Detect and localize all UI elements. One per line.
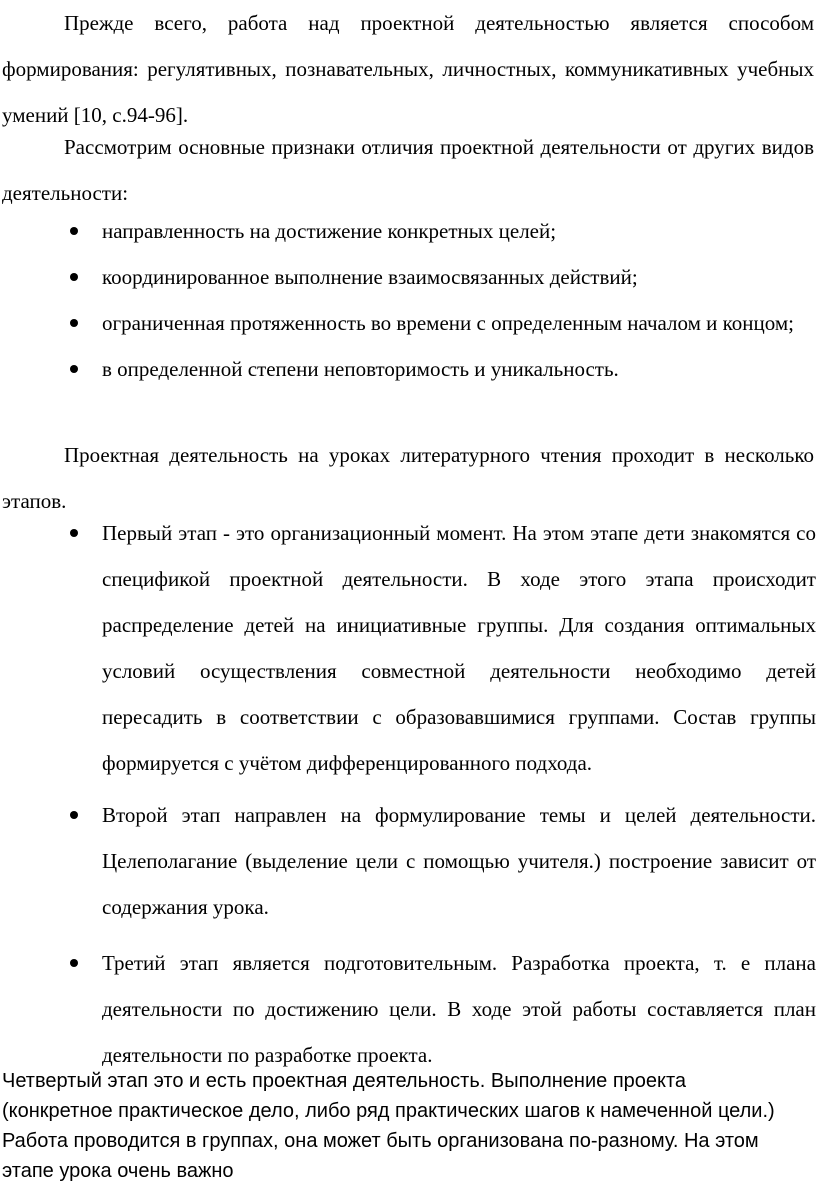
bullet-icon	[70, 811, 78, 819]
list-item-text: Первый этап - это организационный момент. На этом этапе дети знакомятся со спецификой проектной деятельности. В ходе этого этапа происходит распределение детей на инициативные группы. Для создания оптимальных условий осуществления совместной деятельности необходимо детей пересадить в соответствии с образовавшимися группами. Состав группы формируется с учётом дифференцированного подхода.	[102, 521, 816, 775]
list-item-text: Второй этап направлен на формулирование темы и целей деятельности. Целеполагание (выделение цели с помощью учителя.) построение зависит от содержания урока.	[102, 803, 816, 919]
bullet-icon	[70, 959, 78, 967]
bullet-icon	[70, 529, 78, 537]
bullet-icon	[70, 227, 78, 235]
list-item	[0, 208, 816, 254]
list-item-text: в определенной степени неповторимость и уникальность.	[102, 357, 619, 381]
list-item	[0, 346, 816, 392]
intro-paragraph: Прежде всего, работа над проектной деятельностью является способом формирования: регулятивных, познавательных, личностных, коммуникативных учебных умений [10, с.94-96].	[2, 11, 814, 127]
features-intro-paragraph: Рассмотрим основные признаки отличия проектной деятельности от других видов деятельности:	[2, 135, 814, 205]
bullet-icon	[70, 273, 78, 281]
bullet-icon	[70, 365, 78, 373]
list-item-text: ограниченная протяженность во времени с определенным началом и концом;	[102, 311, 795, 335]
stages-intro-paragraph: Проектная деятельность на уроках литературного чтения проходит в несколько этапов.	[2, 443, 814, 513]
fourth-stage-paragraph: Четвертый этап это и есть проектная деятельность. Выполнение проекта (конкретное практическое дело, либо ряд практических шагов к намеченной цели.) Работа проводится в группах, она может быть организована по-разному. На этом этапе урока очень важно	[2, 1070, 775, 1182]
list-item-text: направленность на достижение конкретных целей;	[102, 219, 557, 243]
list-item	[0, 940, 816, 1078]
list-item	[0, 792, 816, 930]
list-item-text: Третий этап является подготовительным. Разработка проекта, т. е плана деятельности по достижению цели. В ходе этой работы составляется план деятельности по разработке проекта.	[102, 951, 816, 1067]
features-list	[0, 208, 816, 392]
list-item	[0, 510, 816, 786]
list-item-text: координированное выполнение взаимосвязанных действий;	[102, 265, 638, 289]
bullet-icon	[70, 319, 78, 327]
list-item	[0, 300, 816, 346]
stages-list	[0, 510, 816, 1078]
list-item	[0, 254, 816, 300]
